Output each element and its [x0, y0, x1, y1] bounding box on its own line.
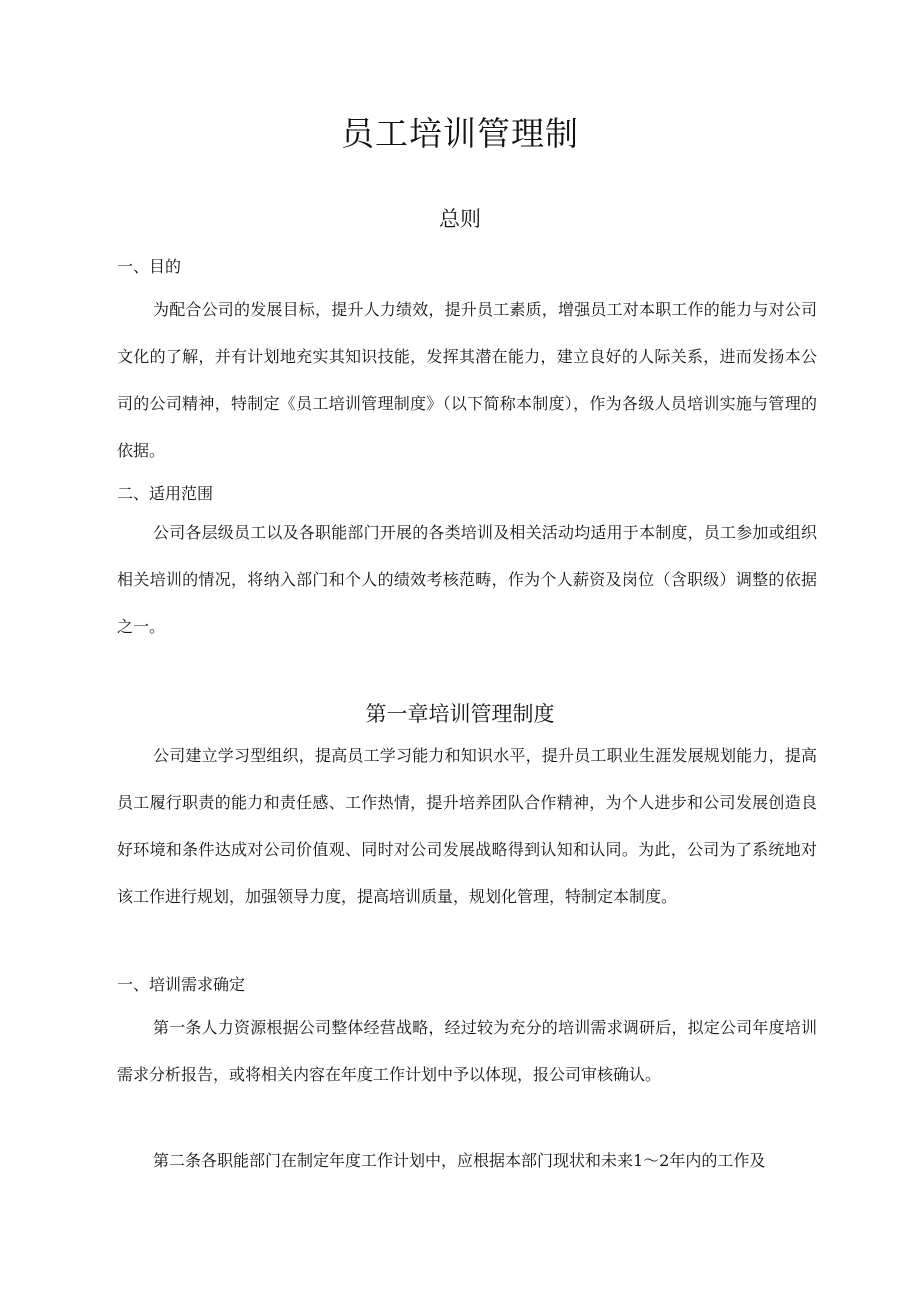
purpose-heading: 一、目的	[117, 257, 182, 276]
article1-paragraph: 第一条人力资源根据公司整体经营战略，经过较为充分的培训需求调研后，拟定公司年度培训需求分析报告，或将相关内容在年度工作计划中予以体现，报公司审核确认。	[117, 1018, 817, 1084]
chapter1-title: 第一章培训管理制度	[365, 702, 555, 726]
section-title-general: 总则	[439, 207, 481, 231]
scope-paragraph: 公司各层级员工以及各职能部门开展的各类培训及相关活动均适用于本制度，员工参加或组织相关培训的情况，将纳入部门和个人的绩效考核范畴，作为个人薪资及岗位（含职级）调整的依据之一。	[117, 523, 817, 636]
chapter1-intro-paragraph: 公司建立学习型组织，提高员工学习能力和知识水平，提升员工职业生涯发展规划能力，提高员工履行职责的能力和责任感、工作热情，提升培养团队合作精神，为个人进步和公司发展创造良好环境和条件达成对公司价值观、同时对公司发展战略得到认知和认同。为此，公司为了系统地对该工作进行规划，加强领导力度，提高培训质量，规划化管理，特制定本制度。	[117, 746, 817, 906]
document-title: 员工培训管理制	[341, 114, 579, 153]
needs-heading: 一、培训需求确定	[117, 975, 246, 994]
scope-heading: 二、适用范围	[117, 484, 214, 503]
purpose-paragraph: 为配合公司的发展目标，提升人力绩效，提升员工素质，增强员工对本职工作的能力与对公司文化的了解，并有计划地充实其知识技能，发挥其潜在能力，建立良好的人际关系，进而发扬本公司的公司精神，特制定《员工培训管理制度》（以下简称本制度），作为各级人员培训实施与管理的依据。	[117, 300, 817, 460]
article2-paragraph: 第二条各职能部门在制定年度工作计划中，应根据本部门现状和未来1～2年内的工作及	[153, 1151, 766, 1170]
